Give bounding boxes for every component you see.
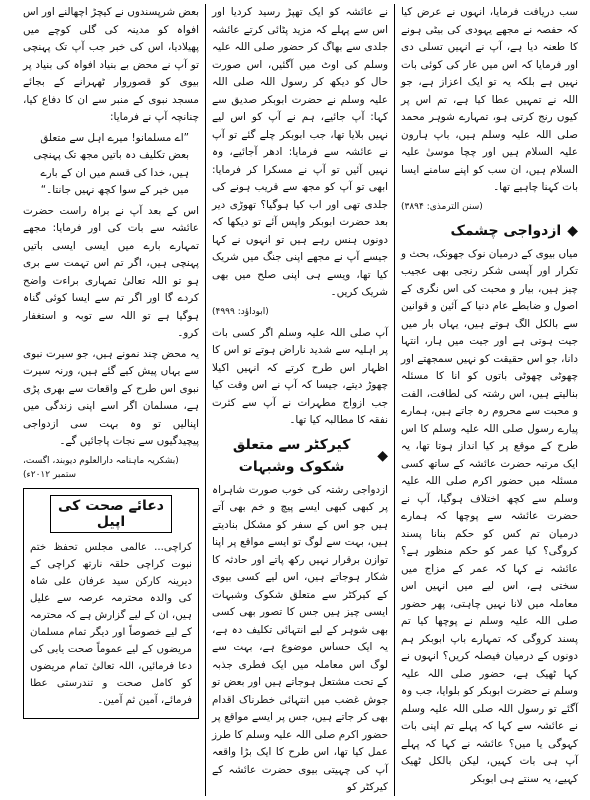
citation: (بشکریہ ماہنامہ دارالعلوم دیوبند، اگست، ستمبر ۲۰۱۲ء) (23, 455, 179, 480)
citation: (سنن الترمذی: ۳۸۹۴) (401, 201, 483, 212)
diamond-bullet-icon: ◆ (567, 222, 578, 239)
section-heading (401, 220, 578, 242)
diamond-bullet-icon: ◆ (377, 447, 388, 464)
column-right (395, 4, 584, 796)
columns (6, 4, 584, 796)
paragraph: میاں بیوی کے درمیان نوک جھونک، بحث و تکرار اور آپسی شکر رنجی بھی عجیب چیز ہیں، بیار و محبت کی اس نگری کے اصول و ضابطے عام دنیا کے آئین و قوانین سے بالکل الگ ہوتے ہیں، یہاں بار میں جیت ہوتی ہے اور جیت میں ہار، انتہا دانا، جو اس حقیقت کو نہیں سمجھتے اور چھوٹی چھوٹی باتوں کو انا کا مسئلہ بنالیتے ہیں، اس رشتہ کی لطافت، الفت و محبت سے محروم رہ جاتے ہیں، ہمارے پیارے رسول صلی اللہ علیہ وسلم کا اس طرح کے موقع پر کیا انداز ہوتا تھا، یہ ایک مرتبہ حضرت عائشہ کے ساتھ کسی مسئلہ میں حضور اکرم صلی اللہ علیہ وسلم سے کچھ اختلاف ہوگیا، آپ نے حضرت عائشہ سے پوچھا کہ ہمارے درمیان تم کس کو حکم بنانا پسند کروگی؟ کیا عمر کو حکم منظور ہے؟ عائشہ نے کہا کہ عمر کے مزاج میں سختی ہے، اس لیے میں انہیں اس معاملہ میں لانا نہیں چاہتی، پھر حضور صلی اللہ علیہ وسلم نے پوچھا کیا تم پسند کروگی کہ تمہارے باپ ابوبکر ہم دونوں کے درمیان فیصلہ کریں؟ انہوں نے کہا ٹھیک ہے، حضور صلی اللہ علیہ وسلم نے حضرت ابوبکر کو بلوایا، جب وہ آگئے تو رسول اللہ صلی اللہ علیہ وسلم نے عائشہ سے کہا کہ پہلے تم اپنی بات کہوگی یا میں؟ عائشہ نے کہا کہ پہلے آپ ہی بات کہیں، لیکن بالکل ٹھیک کہیے، یہ سنتے ہی ابوبکر (401, 247, 578, 785)
appeal-box (23, 488, 199, 719)
column-middle (206, 4, 395, 796)
paragraph: سب دریافت فرمایا، انہوں نے عرض کیا کہ حفصہ نے مجھے یہودی کی بیٹی ہونے کا طعنہ دیا ہے، آپ نے انہیں تسلی دی اور فرمایا کہ اس میں عار کی کوئی بات نہیں ہے بلکہ یہ تو ایک اعزاز ہے، جو اللہ نے تمہیں عطا کیا ہے، تم اس پر کیوں رنج کرتی ہو، تمہارے شوہر محمد صلی اللہ علیہ وسلم ہیں، باپ ہارون علیہ السلام ہیں اور چچا موسیٰ علیہ السلام ہیں، ان سب کو اپنے سامنے ایسا بات کہنا چاہیے تھا۔ (401, 6, 578, 193)
column-left (17, 4, 206, 796)
section-heading-text: کیرکٹر سے متعلق شکوک وشبہات (232, 436, 351, 475)
paragraph: آپ صلی اللہ علیہ وسلم اگر کسی بات پر اہلیہ سے شدید ناراض ہوتے تو اس کا اظہار اس طرح کرتے کہ انہیں اکیلا چھوڑ دیتے، جیسا کہ آپ نے اس وقت کیا جب ازواج مطہرات نے آپ سے کثرت نفقہ کا مطالبہ کیا تھا۔ (212, 326, 388, 426)
paragraph: بعض شرپسندوں نے کیچڑ اچھالنے اور اس افواہ کو مدینہ کی گلی کوچے میں پھیلادیا، اس کی خبر جب آپ تک پہنچی تو آپ نے محض بے بنیاد افواہ کی بنیاد پر بیوی کو قصوروار ٹھہرانے کے بجائے مسجد نبوی کے منبر سے ان کا دفاع کیا، چنانچہ آپ نے فرمایا: (23, 6, 199, 123)
appeal-text: کراچی... عالمی مجلس تحفظ ختم نبوت کراچی حلقہ نارتھ کراچی کے دیرینہ کارکن سید عرفان علی شاہ کی والدہ محترمہ عرصہ سے علیل ہیں، ان کے لیے گزارش ہے کہ محترمہ کے لیے خصوصاً اور دیگر تمام مسلمان مریضوں کے لیے عموماً صحت یابی کی دعا فرمائیں، اللہ تعالیٰ تمام مریضوں کو کامل صحت و تندرستی عطا فرمائے، آمین ثم آمین۔ (30, 541, 192, 706)
section-heading-text: ازدواجی چشمک (450, 222, 562, 239)
paragraph: یہ محض چند نمونے ہیں، جو سیرت نبوی سے یہاں پیش کیے گئے ہیں، ورنہ سیرت نبوی اس طرح کے واقعات سے بھری پڑی ہے، مسلمان اگر اسے اپنی زندگی میں اپنالیں تو وہ بہت سی ازدواجی پیچیدگیوں سے نجات پاجائیں گے۔ (23, 347, 199, 447)
paragraph: اس کے بعد آپ نے براہ راست حضرت عائشہ سے بات کی اور فرمایا: مجھے تمہارے بارے میں ایسی ایسی باتیں پہنچی ہیں، اگر تم اس تہمت سے بری ہو تو اللہ تعالیٰ تمہاری براءت واضح کردے گا اور اگر تم سے ایسا کوئی گناہ ہوگیا ہے تو اللہ سے توبہ و استغفار کرو۔ (23, 204, 199, 339)
appeal-title: دعائے صحت کی اپیل (50, 495, 172, 533)
paragraph: ازدواجی رشتہ کی خوب صورت شاہراہ پر کبھی کبھی ایسے پیچ و خم بھی آتے ہیں جو اس کے سفر کو مشکل بنادیتے ہیں، بہت سے لوگ تو ایسے مواقع پر اپنا توازن برقرار نہیں رکھ پاتے اور حادثہ کا شکار ہوجاتے ہیں، اس لیے کسی بیوی کے کیرکٹر سے متعلق شکوک وشبہات ایسی چیز ہیں جس کا تصور بھی کسی بھی شوہر کے لیے انتہائی تکلیف دہ ہے، یہ ایک حساس موضوع ہے، بہت سے لوگ اس معاملہ میں ایک فطری جذبہ کے تحت مشتعل ہوجاتے ہیں اور بعض تو جوش غضب میں انتہائی خطرناک اقدام بھی کر جاتے ہیں، جس پر ایسے مواقع پر حضور اکرم صلی اللہ علیہ وسلم کا طرز عمل کیا تھا، اس طرح کا ایک بڑا واقعہ آپ کی چہیتی بیوی حضرت عائشہ کے کیرکٹر کو (212, 483, 388, 793)
citation: (ابوداؤد: ۴۹۹۹) (212, 306, 269, 317)
quotation: ”اے مسلمانو! میرے اہل سے متعلق بعض تکلیف دہ باتیں مجھ تک پہنچی ہیں، خدا کی قسم میں ان کے بارے میں خیر کے سوا کچھ نہیں جانتا۔“ (33, 131, 189, 196)
paragraph: نے عائشہ کو ایک تھپڑ رسید کردیا اور اس سے پہلے کہ مزید پٹائی کرتے عائشہ جلدی سے بھاگ کر حضور صلی اللہ علیہ وسلم کی اوٹ میں آگئیں، اس صورت حال کو دیکھ کر رسول اللہ صلی اللہ علیہ وسلم نے حضرت ابوبکر صدیق سے کہا: آپ جائیے، ہم نے آپ کو اس لیے نہیں بلایا تھا، جب ابوبکر چلے گئے تو آپ نے عائشہ سے فرمایا: ادھر آجائیے، وہ نہیں آئیں تو آپ نے مسکرا کر فرمایا: ابھی تو آپ کو مجھ سے قریب ہونے کی جلدی تھی اور اب کیا ہوگیا؟ تھوڑی دیر بعد حضرت ابوبکر واپس آئے تو دیکھا کہ دونوں ہنس رہے ہیں تو انہوں نے کہا جیسے آپ نے مجھے اپنی جنگ میں شریک کیا تھا، ویسے ہی اپنی صلح میں بھی شریک کریں۔ (212, 6, 388, 298)
section-heading (212, 434, 388, 478)
